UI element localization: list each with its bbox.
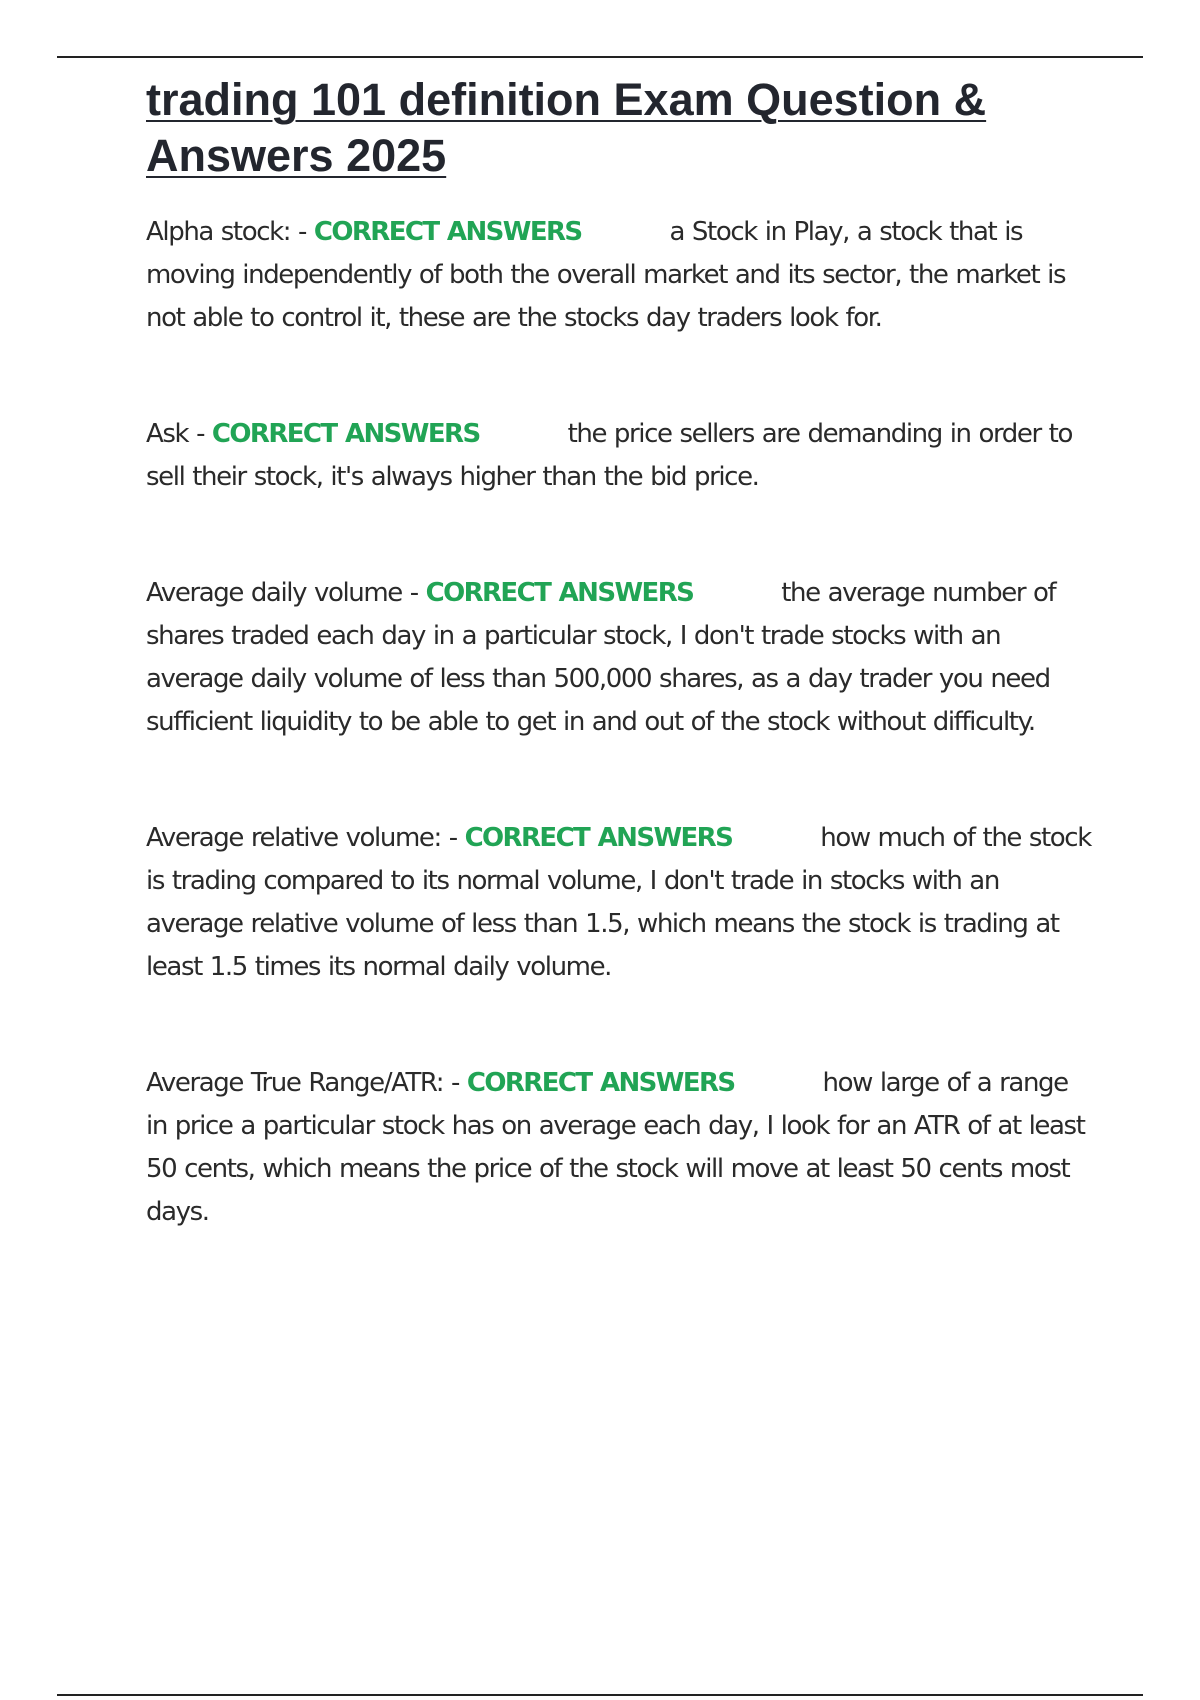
- entry-definition: how large of a range in price a particular stock has on average each day, I look for an ATR of at least 50 cents, which means the price of the stock will move at least 50 cents most days.: [146, 1068, 1085, 1227]
- entry-separator: -: [401, 578, 426, 608]
- flashcard-entry: [146, 211, 1091, 340]
- flashcard-entry: [146, 413, 1091, 499]
- flashcard-entry: [146, 817, 1091, 989]
- correct-answers-label: CORRECT ANSWERS: [464, 823, 733, 853]
- entry-term: Ask: [146, 419, 189, 449]
- top-divider: [57, 56, 1143, 58]
- entry-separator: -: [440, 823, 465, 853]
- correct-answers-label: CORRECT ANSWERS: [466, 1068, 735, 1098]
- entry-definition: a Stock in Play, a stock that is moving independently of both the overall market and its sector, the market is not able to control it, these are the stocks day traders look for.: [146, 217, 1066, 333]
- entry-term: Average relative volume:: [146, 823, 441, 853]
- entry-definition: the price sellers are demanding in order to sell their stock, it's always higher than the bid price.: [146, 419, 1072, 492]
- entry-separator: -: [290, 217, 314, 247]
- entry-separator: -: [188, 419, 212, 449]
- flashcard-list: [146, 211, 1091, 1307]
- flashcard-entry: [146, 572, 1091, 744]
- correct-answers-label: CORRECT ANSWERS: [425, 578, 694, 608]
- document-title: trading 101 definition Exam Question & Answers 2025: [146, 74, 987, 181]
- entry-definition: how much of the stock is trading compared to its normal volume, I don't trade in stocks with an average relative volume of less than 1.5, which means the stock is trading at least 1.5 times its normal daily volume.: [146, 823, 1091, 982]
- entry-definition: the average number of shares traded each day in a particular stock, I don't trade stocks with an average daily volume of less than 500,000 shares, as a day trader you need sufficient liquidity to be able to get in and out of the stock without difficulty.: [146, 578, 1056, 737]
- correct-answers-label: CORRECT ANSWERS: [313, 217, 582, 247]
- correct-answers-label: CORRECT ANSWERS: [211, 419, 480, 449]
- entry-term: Average True Range/ATR:: [146, 1068, 444, 1098]
- bottom-divider: [57, 1694, 1143, 1696]
- entry-separator: -: [443, 1068, 467, 1098]
- entry-term: Average daily volume: [146, 578, 402, 608]
- flashcard-entry: [146, 1062, 1091, 1234]
- entry-term: Alpha stock:: [146, 217, 291, 247]
